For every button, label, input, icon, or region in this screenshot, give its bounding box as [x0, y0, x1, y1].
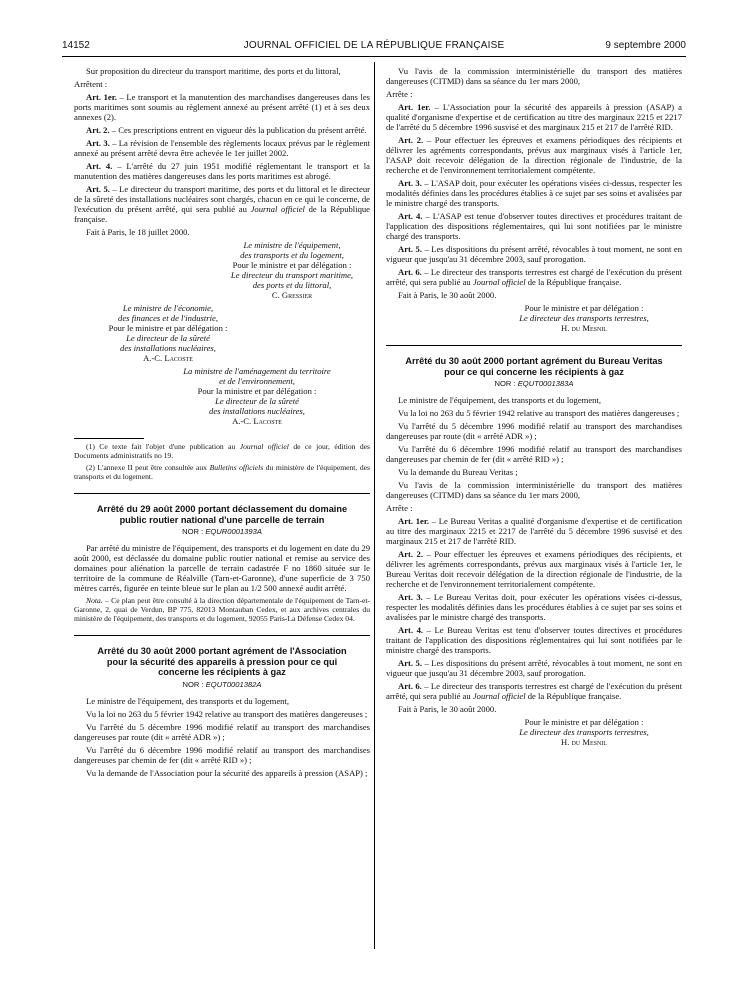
article-text-after: de la République française.: [525, 691, 622, 701]
page-header: [62, 40, 686, 56]
article-text: – Le Bureau Veritas doit, pour exécuter les opérations visées ci-dessus, respecter les modalités définies dans les procédures établies à ce sujet par ses soins et avalisées par le ministre chargé des transports.: [386, 592, 683, 622]
visa-line: Vu l'avis de la commission interministérielle du transport des matières dangereuses (CITMD) dans sa séance du 1er mars 2000,: [386, 480, 682, 500]
visa-line: Le ministre de l'équipement, des transports et du logement,: [398, 395, 601, 405]
sig-line: Le directeur des transports terrestres,: [519, 313, 649, 323]
sig-line: des transports et du logement,: [240, 250, 344, 260]
article-5: [386, 244, 682, 264]
signature-block-3: [74, 366, 370, 426]
article-4: [74, 161, 370, 181]
article-4: [386, 211, 682, 241]
article-5: [74, 184, 370, 224]
article-text: – Le directeur des transports terrestres est chargé de l'exécution du présent arrêté, qui sera publié au: [386, 681, 683, 701]
intro-paragraph: Sur proposition du directeur du transport maritime, des ports et du littoral,: [86, 66, 341, 76]
visa-line: Vu l'avis de la commission interministérielle du transport des matières dangereuses (CITMD) dans sa séance du 1er mars 2000,: [386, 66, 682, 86]
right-column: [386, 66, 682, 750]
article-2: [386, 549, 682, 589]
signature-date: Fait à Paris, le 30 août 2000.: [398, 704, 497, 714]
sig-line: La ministre de l'aménagement du territoire: [183, 366, 331, 376]
article-text-after: de la République française.: [525, 277, 622, 287]
sig-line: des installations nucléaires,: [209, 406, 305, 416]
article-text: – Le directeur des transports terrestres est chargé de l'exécution du présent arrêté, qui sera publié au: [386, 267, 683, 287]
article-text: – Ces prescriptions entrent en vigueur dès la publication du présent arrêté.: [109, 125, 367, 135]
sig-line: Pour le ministre et par délégation :: [232, 260, 352, 270]
signatory-name: H. du Mesnil: [561, 737, 607, 747]
nor-label: NOR :: [494, 379, 518, 388]
article-text: – Les dispositions du présent arrêté, révocables à tout moment, ne sont en vigueur que jusqu'au 31 décembre 2003, sauf prorogation.: [386, 658, 682, 678]
visa-line: Vu l'arrêté du 6 décembre 1996 modifié relatif au transport des marchandises dangereuses par chemin de fer (dit « arrêté RID ») ;: [386, 444, 682, 464]
footnote-2: [74, 463, 370, 481]
footnote-italic: Journal officiel: [239, 442, 289, 451]
section-heading-declassement: Arrêté du 29 août 2000 portant déclassement du domaine public routier national d'une parcelle de terrain: [74, 493, 370, 525]
nor-code: EQUR0001393A: [205, 527, 262, 536]
nor-reference: [386, 379, 682, 389]
visa-line: Vu la loi no 263 du 5 février 1942 relative au transport des matières dangereuses ;: [398, 408, 680, 418]
article-label: Art. 2.: [398, 135, 424, 145]
article-text: – Les dispositions du présent arrêté, révocables à tout moment, ne sont en vigueur que jusqu'au 31 décembre 2003, sauf prorogation.: [386, 244, 682, 264]
footnote-text-after: du ministère de l'équipement, des transports et du logement.: [74, 463, 371, 481]
nota-label: Nota.: [86, 596, 103, 605]
article-4: [386, 625, 682, 655]
declassement-body: Par arrêté du ministre de l'équipement, des transports et du logement en date du 29 août 2000, est déclassée du domaine public routier national et remise au service des domaines pour aliénation la parcelle de terrain cadastrée F no 1860 située sur le territoire de la commune de Réalville (Tarn-et-Garonne), d'une superficie de 3 750 mètres carrés, figurée en teinte bleue sur le plan au 1/2 500 annexé audit arrêté.: [74, 543, 370, 593]
article-italic: Journal officiel: [472, 277, 526, 287]
sig-line: des ports et du littoral,: [252, 280, 332, 290]
sig-line: Le ministre de l'équipement,: [243, 240, 341, 250]
page-number: 14152: [62, 40, 90, 51]
nor-label: NOR :: [182, 527, 206, 536]
visa-line: Vu l'arrêté du 6 décembre 1996 modifié relatif au transport des marchandises dangereuses par chemin de fer (dit « arrêté RID ») ;: [74, 744, 370, 765]
article-5: [386, 658, 682, 678]
nor-reference: [74, 680, 370, 690]
signature-block: [386, 303, 682, 333]
article-label: Art. 1er.: [398, 516, 430, 526]
article-italic: Journal officiel: [472, 691, 526, 701]
signature-date: Fait à Paris, le 18 juillet 2000.: [86, 227, 190, 237]
article-label: Art. 3.: [398, 592, 423, 602]
arrete-heading: Arrête :: [386, 503, 413, 513]
article-label: Art. 5.: [398, 244, 422, 254]
article-3: [74, 138, 370, 158]
header-rule: [62, 56, 686, 57]
signatory-name: A.-C. Lacoste: [232, 416, 282, 426]
section-heading-veritas: Arrêté du 30 août 2000 portant agrément du Bureau Veritas pour ce qui concerne les récipients à gaz: [386, 345, 682, 377]
signatory-name: A.-C. Lacoste: [143, 353, 193, 363]
footnote-text: (1) Ce texte fait l'objet d'une publication au: [86, 442, 240, 451]
article-text: – L'ASAP doit, pour exécuter les opérations visées ci-dessus, respecter les modalités définies dans les procédures établies à ce sujet par ses soins et avalisées par le ministre chargé des transports.: [386, 178, 683, 208]
nor-label: NOR :: [182, 679, 206, 689]
article-text: – L'ASAP est tenue d'observer toutes directives et procédures traitant de l'application des dispositions réglementaires, qui lui sont notifiées par le ministre chargé des transports.: [386, 211, 682, 241]
sig-line: et de l'environnement,: [219, 376, 295, 386]
article-label: Art. 4.: [398, 211, 423, 221]
signatory-name: H. du Mesnil: [561, 323, 607, 333]
footnote-rule: [74, 438, 144, 439]
sig-line: Le directeur du transport maritime,: [230, 270, 354, 280]
sig-line: Le directeur de la sûreté: [126, 333, 210, 343]
footnote-text: (2) L'annexe II peut être consultée aux: [86, 463, 210, 472]
visa-line: Vu l'arrêté du 5 décembre 1996 modifié relatif au transport des marchandises dangereuses par route (dit « arrêté ADR ») ;: [386, 421, 682, 441]
visa-line: Vu l'arrêté du 5 décembre 1996 modifié relatif au transport des marchandises dangereuses par route (dit « arrêté ADR ») ;: [74, 721, 370, 742]
nota-paragraph: [74, 596, 370, 623]
signatory-name: C. Gressier: [271, 290, 313, 300]
article-label: Art. 4.: [86, 161, 113, 171]
sig-line: Le ministre de l'économie,: [122, 303, 214, 313]
sig-line: des finances et de l'industrie,: [118, 313, 218, 323]
article-label: Art. 5.: [86, 184, 110, 194]
article-2: [386, 135, 682, 175]
footnote-italic: Bulletins officiels: [209, 463, 264, 472]
article-label: Art. 6.: [398, 681, 422, 691]
article-label: Art. 3.: [398, 178, 422, 188]
visa-line: Vu la demande du Bureau Veritas ;: [398, 467, 518, 477]
sig-line: des installations nucléaires,: [120, 343, 216, 353]
article-label: Art. 1er.: [398, 102, 431, 112]
article-1: [386, 102, 682, 132]
column-divider: [374, 62, 375, 949]
sig-line: Le directeur de la sûreté: [215, 396, 299, 406]
article-3: [386, 178, 682, 208]
article-text: – L'arrêté du 27 juin 1951 modifié réglementant le transport et la manutention des matières dangereuses dans les ports maritimes est abrogé.: [74, 161, 370, 181]
article-text: – Le directeur du transport maritime, des ports et du littoral et le directeur de la sûreté des installations nucléaires sont chargés, chacun en ce qui le concerne, de l'exécution du présent arrêté, qui sera publié au: [74, 184, 371, 214]
nor-reference: [74, 527, 370, 537]
footnote-text-after: de ce jour, édition des Documents administratifs no 19.: [74, 442, 370, 460]
left-column: [74, 66, 370, 781]
article-text: – Pour effectuer les épreuves et examens périodiques des récipients et délivrer les agréments correspondants, prévus aux marginaux visés à l'article 1er, l'ASAP doit recevoir délégation de la direction régionale de l'industrie, de la recherche et de l'environnement territorialement compétente.: [386, 135, 682, 175]
article-text: – La révision de l'ensemble des règlements locaux prévus par le règlement annexé au présent arrêté devra être achevée le 1er juillet 2002.: [74, 138, 371, 158]
article-text: – L'Association pour la sécurité des appareils à pression (ASAP) a qualité d'organisme d'expertise et de certification au titre des marginaux 2215 et 2217 de l'arrêté du 5 décembre 1996 susvisé et des marginaux 215 et 217 de l'arrêté RID.: [386, 102, 682, 132]
article-text: – Le transport et la manutention des marchandises dangereuses dans les ports maritimes sont soumis au règlement annexé au présent arrêté (1) et à ses deux annexes (2).: [74, 92, 370, 122]
nor-code: EQUT0001383A: [517, 379, 574, 388]
signature-date: Fait à Paris, le 30 août 2000.: [398, 290, 497, 300]
article-label: Art. 6.: [398, 267, 422, 277]
nor-code: EQUT0001382A: [205, 679, 262, 689]
sig-line: Le directeur des transports terrestres,: [519, 727, 649, 737]
article-label: Art. 1er.: [86, 92, 117, 102]
signature-block: [386, 717, 682, 747]
article-2: [74, 125, 370, 135]
nota-text: – Ce plan peut être consulté à la direction départementale de l'équipement de Tarn-et-Garonne, 2, quai de Verdun, BP 775, 82013 Montauban Cedex, et aux archives centrales du ministère de l'équipement, des transports et du logement, 92055 Paris-La Défense Cedex 04.: [74, 596, 370, 623]
article-text: – Le Bureau Veritas a qualité d'organisme d'expertise et de certification au titre des marginaux 2215 et 2217 de l'arrêté du 5 décembre 1996 susvisé et des marginaux 215 et 217 de l'arrêté RID.: [386, 516, 682, 546]
footnote-1: [74, 442, 370, 460]
visa-line: Vu la demande de l'Association pour la sécurité des appareils à pression (ASAP) ;: [86, 767, 368, 778]
article-6: [386, 267, 682, 287]
article-text: – Pour effectuer les épreuves et examens périodiques des récipients, et délivrer les agréments correspondants, prévus aux marginaux visés à l'article 1er, le Bureau Veritas doit recevoir délégation de la direction régionale de l'industrie, de la recherche et de l'environnement territorialement compétente.: [386, 549, 683, 589]
arrete-heading: Arrêtent :: [74, 79, 108, 89]
signature-block-1: [74, 240, 370, 300]
article-3: [386, 592, 682, 622]
issue-date: 9 septembre 2000: [605, 40, 686, 51]
sig-line: Pour le ministre et par délégation :: [524, 717, 644, 727]
sig-line: Pour la ministre et par délégation :: [197, 386, 317, 396]
article-text: – Le Bureau Veritas est tenu d'observer toutes directives et procédures traitant de l'application des dispositions réglementaires qui lui sont notifiées par le ministre chargé des transports.: [386, 625, 682, 655]
article-label: Art. 2.: [86, 125, 110, 135]
article-italic: Journal officiel: [250, 204, 305, 214]
section-heading-asap: Arrêté du 30 août 2000 portant agrément de l'Association pour la sécurité des appareils à pression pour ce qui concerne les récipients à gaz: [74, 635, 370, 678]
article-label: Art. 3.: [86, 138, 110, 148]
visa-line: Vu la loi no 263 du 5 février 1942 relative au transport des matières dangereuses ;: [86, 708, 368, 719]
article-text-after: de la République française.: [74, 204, 370, 224]
article-label: Art. 2.: [398, 549, 423, 559]
article-label: Art. 5.: [398, 658, 422, 668]
article-1: [386, 516, 682, 546]
article-6: [386, 681, 682, 701]
arrete-heading: Arrête :: [386, 89, 413, 99]
article-1: [74, 92, 370, 122]
signature-block-2: [68, 303, 268, 363]
sig-line: Pour le ministre et par délégation :: [108, 323, 228, 333]
journal-title: JOURNAL OFFICIEL DE LA RÉPUBLIQUE FRANÇAISE: [243, 40, 505, 51]
sig-line: Pour le ministre et par délégation :: [524, 303, 644, 313]
article-label: Art. 4.: [398, 625, 424, 635]
visa-line: Le ministre de l'équipement, des transports et du logement,: [86, 695, 289, 706]
